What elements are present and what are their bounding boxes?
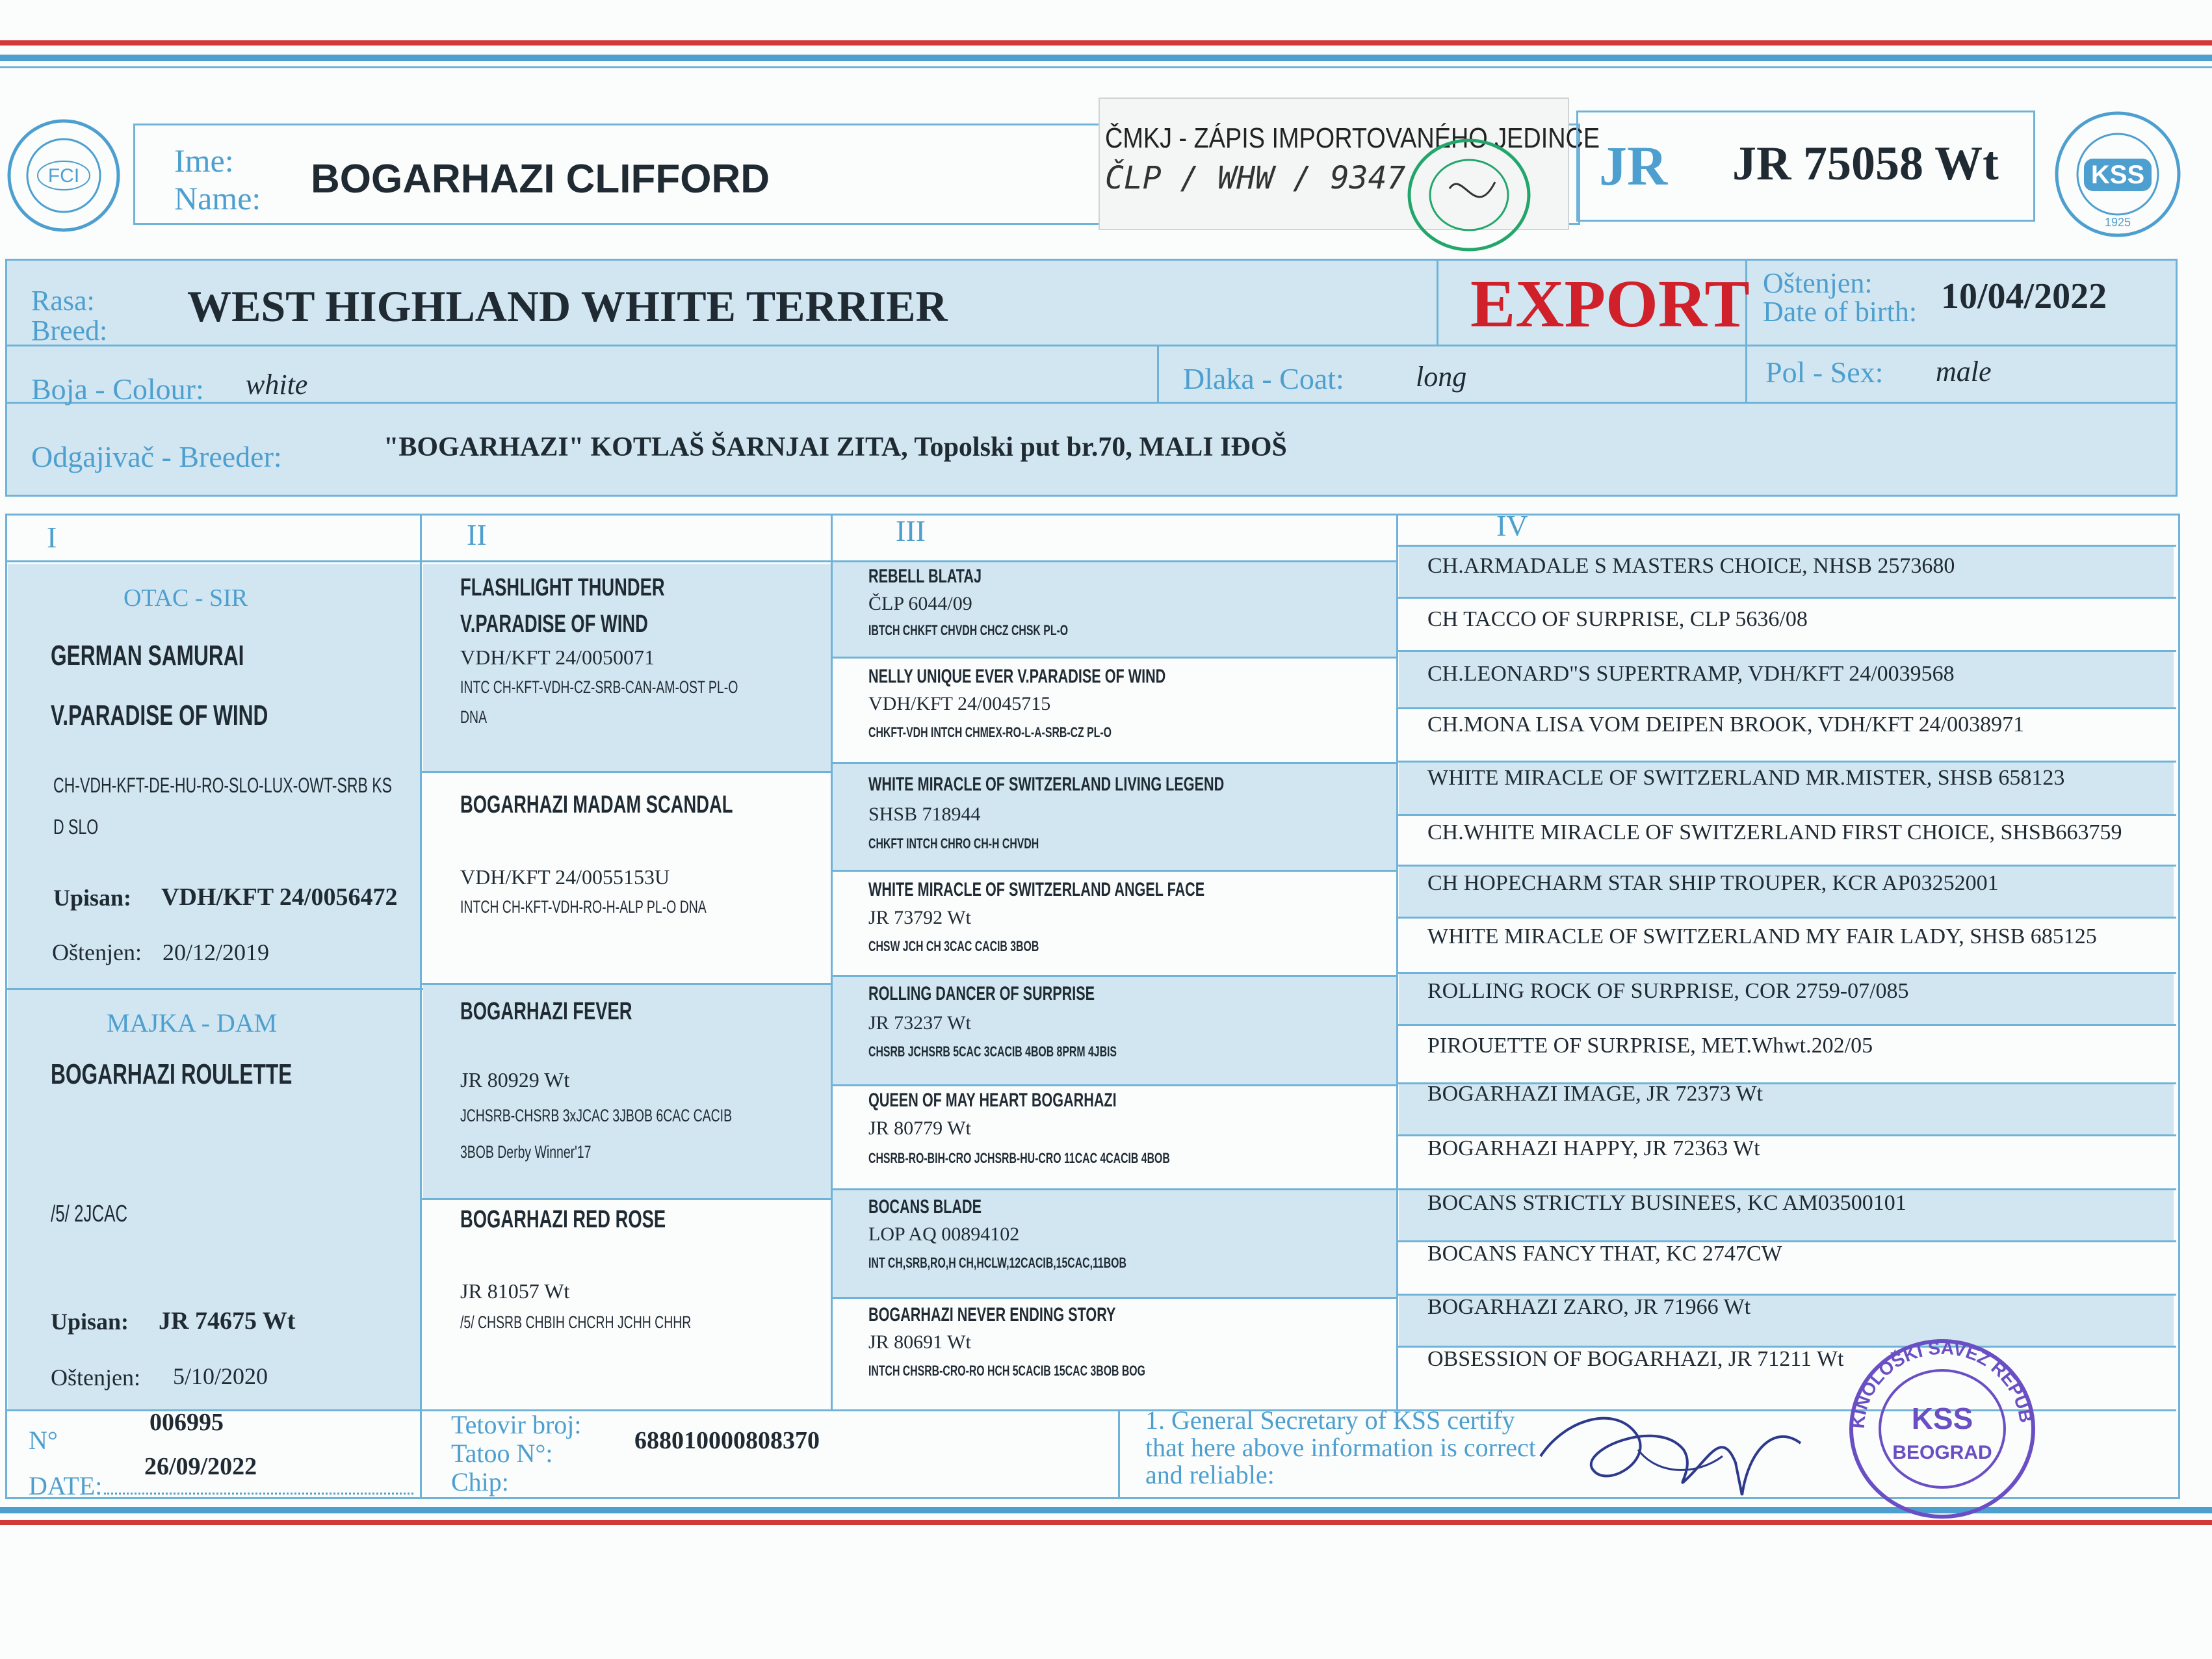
kss-stamp-city: BEOGRAD: [1892, 1442, 1992, 1463]
gen3-reg: JR 73792 Wt: [868, 907, 971, 928]
info-row-divider-1: [5, 345, 2176, 346]
gen2-entry-1: [460, 569, 846, 732]
gen3-name: REBELL BLATAJ: [868, 566, 982, 587]
gen3-divider-3: [831, 870, 1398, 872]
gen2-reg: JR 80929 Wt: [460, 1068, 570, 1091]
kss-logo: [2053, 109, 2183, 239]
kss-stamp-ring-text: KINOLOŠKI SAVEZ REPUB: [1847, 1337, 2036, 1430]
coat-value: long: [1416, 361, 1467, 393]
gen3-name: BOGARHAZI NEVER ENDING STORY: [868, 1304, 1116, 1326]
gen3-name: NELLY UNIQUE EVER V.PARADISE OF WIND: [868, 666, 1166, 687]
date-label: DATE:: [29, 1471, 103, 1500]
gen4-entry: OBSESSION OF BOGARHAZI, JR 71211 Wt: [1427, 1347, 1844, 1371]
gen3-entry-6: [868, 1087, 1287, 1174]
gen4-entry: CH.MONA LISA VOM DEIPEN BROOK, VDH/KFT 24/0038971: [1427, 712, 2025, 737]
gen4-divider-9: [1396, 1024, 2176, 1026]
gen2-entry-4: [460, 1201, 781, 1338]
gen2-name: BOGARHAZI MADAM SCANDAL: [460, 791, 733, 818]
dam-titles: /5/ 2JCAC: [51, 1200, 128, 1227]
gen4-divider-6: [1396, 865, 2176, 867]
gen3-divider-1: [831, 657, 1398, 659]
gen4-entry: ROLLING ROCK OF SURPRISE, COR 2759-07/085: [1427, 979, 1909, 1003]
export-mark: EXPORT: [1470, 267, 1750, 341]
gen4-divider-7: [1396, 917, 2176, 919]
gen3-reg: JR 80691 Wt: [868, 1331, 971, 1353]
dob-value: 10/04/2022: [1941, 276, 2107, 317]
dog-name: BOGARHAZI CLIFFORD: [311, 157, 770, 202]
gen3-divider-2: [831, 762, 1398, 764]
gen4-divider-3: [1396, 707, 2176, 709]
gen4-entry: WHITE MIRACLE OF SWITZERLAND MR.MISTER, SHSB 658123: [1427, 766, 2065, 790]
gen4-divider-5: [1396, 814, 2176, 816]
gen4-entry: BOCANS FANCY THAT, KC 2747CW: [1427, 1242, 1782, 1266]
gen3-entry-7: [868, 1194, 1227, 1278]
gen3-titles: CHSW JCH CH 3CAC CACIB 3BOB: [868, 938, 1039, 954]
kss-year: 1925: [2104, 216, 2131, 229]
sire-label: OTAC - SIR: [124, 584, 248, 612]
gen-label-4: IV: [1496, 509, 1528, 542]
gen4-entry: BOCANS STRICTLY BUSINEES, KC AM03500101: [1427, 1191, 1906, 1215]
gen3-titles: INT CH,SRB,RO,H CH,HCLW,12CACIB,15CAC,11BOB: [868, 1255, 1126, 1271]
gen3-reg: SHSB 718944: [868, 803, 981, 825]
gen2-titles: 3BOB Derby Winner'17: [460, 1142, 592, 1162]
sire-titles-1: CH-VDH-KFT-DE-HU-RO-SLO-LUX-OWT-SRB KS: [53, 774, 392, 797]
registry-number: JR 75058 Wt: [1732, 137, 1999, 190]
gen3-titles: CHKFT-VDH INTCH CHMEX-RO-L-A-SRB-CZ PL-O: [868, 724, 1112, 740]
gen2-reg: JR 81057 Wt: [460, 1279, 570, 1303]
dam-name: BOGARHAZI ROULETTE: [51, 1058, 293, 1090]
gen4-entry: CH.WHITE MIRACLE OF SWITZERLAND FIRST CHOICE, SHSB663759: [1427, 820, 2122, 844]
gen4-entry: BOGARHAZI IMAGE, JR 72373 Wt: [1427, 1082, 1763, 1106]
gen3-titles: IBTCH CHKFT CHVDH CHCZ CHSK PL-O: [868, 622, 1069, 638]
col-divider-3: [1396, 514, 1398, 1411]
certification-text: 1. General Secretary of KSS certify that here above information is correct and reliable:: [1145, 1405, 1536, 1489]
gen3-entry-8: [868, 1301, 1253, 1386]
dob-label: Oštenjen: Date of birth:: [1763, 267, 1918, 328]
gen3-titles: CHSRB-RO-BIH-CRO JCHSRB-HU-CRO 11CAC 4CACIB 4BOB: [868, 1150, 1170, 1166]
gen2-entry-2: [460, 787, 839, 922]
gen-label-2: II: [467, 518, 487, 551]
colour-label: Boja - Colour:: [31, 372, 204, 406]
top-stripe-blue-thin: [0, 66, 2212, 68]
gen3-name: WHITE MIRACLE OF SWITZERLAND ANGEL FACE: [868, 879, 1205, 900]
signature: [1528, 1378, 1853, 1534]
sire-reg-label: Upisan:: [53, 885, 132, 911]
gen1-divider: [5, 988, 423, 990]
fci-logo: [5, 117, 122, 234]
gen4-entry: PIROUETTE OF SURPRISE, MET.Whwt.202/05: [1427, 1034, 1873, 1058]
sire-dob: 20/12/2019: [163, 939, 270, 965]
gen2-titles: JCHSRB-CHSRB 3xJCAC 3JBOB 6CAC CACIB: [460, 1106, 733, 1125]
gen2-name: FLASHLIGHT THUNDER: [460, 574, 665, 601]
gen3-reg: ČLP 6044/09: [868, 593, 972, 614]
gen2-entry-3: [460, 993, 838, 1170]
gen-label-1: I: [47, 521, 57, 554]
fci-logo-text: FCI: [47, 165, 80, 187]
dam-dob: 5/10/2020: [173, 1363, 268, 1389]
sire-titles-2: D SLO: [53, 815, 99, 839]
info-row-divider-2: [5, 402, 2176, 404]
kss-stamp: [1838, 1331, 2046, 1526]
gen3-reg: LOP AQ 00894102: [868, 1223, 1020, 1245]
gen4-entry: WHITE MIRACLE OF SWITZERLAND MY FAIR LADY, SHSB 685125: [1427, 924, 2097, 948]
gen2-divider-2: [420, 983, 833, 985]
col-divider-1: [420, 514, 422, 1497]
sire-dob-label: Oštenjen:: [52, 939, 142, 965]
sire-reg: VDH/KFT 24/0056472: [161, 883, 398, 911]
date-value: 26/09/2022: [144, 1453, 257, 1480]
gen3-reg: VDH/KFT 24/0045715: [868, 693, 1051, 714]
top-stripe-red: [0, 40, 2212, 46]
gen4-divider-8: [1396, 972, 2176, 974]
gen3-divider-7: [831, 1297, 1398, 1299]
footer-col-divider-1: [420, 1409, 422, 1497]
top-stripe-blue: [0, 55, 2212, 61]
no-value: 006995: [150, 1409, 224, 1436]
gen2-divider-1: [420, 771, 833, 773]
gen3-entry-4: [868, 876, 1335, 961]
gen2-name: BOGARHAZI RED ROSE: [460, 1206, 666, 1233]
gen3-titles: INTCH CHSRB-CRO-RO HCH 5CACIB 15CAC 3BOB BOG: [868, 1363, 1145, 1379]
import-stamp-line1: ČMKJ - ZÁPIS IMPORTOVANÉHO JEDINCE: [1105, 122, 1600, 154]
gen4-entry: CH TACCO OF SURPRISE, CLP 5636/08: [1427, 607, 1808, 631]
gen3-name: BOCANS BLADE: [868, 1196, 982, 1218]
gen4-divider-12: [1396, 1188, 2176, 1190]
gen2-name: BOGARHAZI FEVER: [460, 998, 632, 1025]
gen4-entry: BOGARHAZI ZARO, JR 71966 Wt: [1427, 1295, 1751, 1319]
gen4-entry: BOGARHAZI HAPPY, JR 72363 Wt: [1427, 1136, 1760, 1160]
sire-name-1: GERMAN SAMURAI: [51, 640, 244, 672]
chip-value: 688010000808370: [634, 1427, 820, 1454]
gen4-divider-4: [1396, 761, 2176, 763]
gen3-entry-1: [868, 563, 1146, 644]
gen-label-3: III: [896, 514, 926, 547]
gen2-titles: INTC CH-KFT-VDH-CZ-SRB-CAN-AM-OST PL-O: [460, 677, 738, 697]
gen3-divider-5: [831, 1084, 1398, 1086]
name-label: Ime: Name:: [174, 142, 261, 216]
plemenna-kniha-stamp: [1404, 137, 1534, 254]
no-label: N°: [29, 1426, 58, 1455]
info-col-divider-coat: [1157, 345, 1159, 402]
gen3-name: WHITE MIRACLE OF SWITZERLAND LIVING LEGEND: [868, 774, 1225, 795]
dam-dob-label: Oštenjen:: [51, 1365, 140, 1391]
registry-prefix: JR: [1599, 135, 1668, 197]
coat-label: Dlaka - Coat:: [1183, 362, 1344, 395]
gen3-reg: JR 80779 Wt: [868, 1117, 971, 1139]
kss-stamp-text: KSS: [1911, 1402, 1973, 1435]
info-col-divider-export: [1437, 259, 1438, 345]
gen3-divider-4: [831, 975, 1398, 977]
footer-col-divider-2: [1118, 1409, 1120, 1497]
dam-reg: JR 74675 Wt: [159, 1307, 296, 1335]
colour-value: white: [246, 369, 308, 400]
gen2-reg: VDH/KFT 24/0050071: [460, 646, 655, 669]
gen4-entry: CH HOPECHARM STAR SHIP TROUPER, KCR AP03252001: [1427, 871, 1999, 895]
gen3-entry-5: [868, 980, 1214, 1065]
gen2-titles: INTCH CH-KFT-VDH-RO-H-ALP PL-O DNA: [460, 897, 707, 917]
dam-reg-label: Upisan:: [51, 1309, 129, 1335]
breeder-value: "BOGARHAZI" KOTLAŠ ŠARNJAI ZITA, Topolski put br.70, MALI IĐOŠ: [384, 432, 1287, 462]
kss-logo-text: KSS: [2090, 161, 2145, 189]
gen1-column: [8, 564, 421, 1409]
gen2-titles: /5/ CHSRB CHBIH CHCRH JCHH CHHR: [460, 1313, 692, 1332]
breed-value: WEST HIGHLAND WHITE TERRIER: [187, 281, 948, 331]
import-stamp-line2: ČLP / WHW / 9347: [1105, 160, 1406, 196]
gen4-divider-2: [1396, 650, 2176, 652]
gen2-name: V.PARADISE OF WIND: [460, 610, 648, 638]
gen-header-divider: [5, 560, 1398, 562]
gen3-reg: JR 73237 Wt: [868, 1012, 971, 1034]
gen3-entry-2: [868, 663, 1281, 748]
gen3-titles: CHSRB JCHSRB 5CAC 3CACIB 4BOB 8PRM 4JBIS: [868, 1043, 1117, 1060]
date-dotted-line: [104, 1493, 413, 1495]
sire-name-2: V.PARADISE OF WIND: [51, 699, 268, 731]
gen2-titles: DNA: [460, 707, 488, 727]
gen3-titles: CHKFT INTCH CHRO CH-H CHVDH: [868, 835, 1039, 852]
sex-value: male: [1936, 356, 1992, 387]
gen3-name: QUEEN OF MAY HEART BOGARHAZI: [868, 1090, 1117, 1111]
gen2-divider-3: [420, 1198, 833, 1200]
breed-label: Rasa: Breed:: [31, 285, 108, 346]
gen3-entry-3: [868, 771, 1362, 857]
gen2-reg: VDH/KFT 24/0055153U: [460, 865, 670, 889]
gen-header-divider-4: [1396, 545, 2176, 547]
gen3-name: ROLLING DANCER OF SURPRISE: [868, 983, 1095, 1004]
gen4-divider-1: [1396, 597, 2176, 599]
gen4-entry: CH.ARMADALE S MASTERS CHOICE, NHSB 2573680: [1427, 554, 1955, 578]
gen3-divider-6: [831, 1188, 1398, 1190]
breeder-label: Odgajivač - Breeder:: [31, 440, 282, 473]
tattoo-label: Tetovir broj: Tatoo N°: Chip:: [451, 1410, 582, 1496]
sex-label: Pol - Sex:: [1765, 356, 1884, 389]
gen4-entry: CH.LEONARD"S SUPERTRAMP, VDH/KFT 24/0039568: [1427, 662, 1955, 686]
dam-label: MAJKA - DAM: [107, 1008, 278, 1038]
